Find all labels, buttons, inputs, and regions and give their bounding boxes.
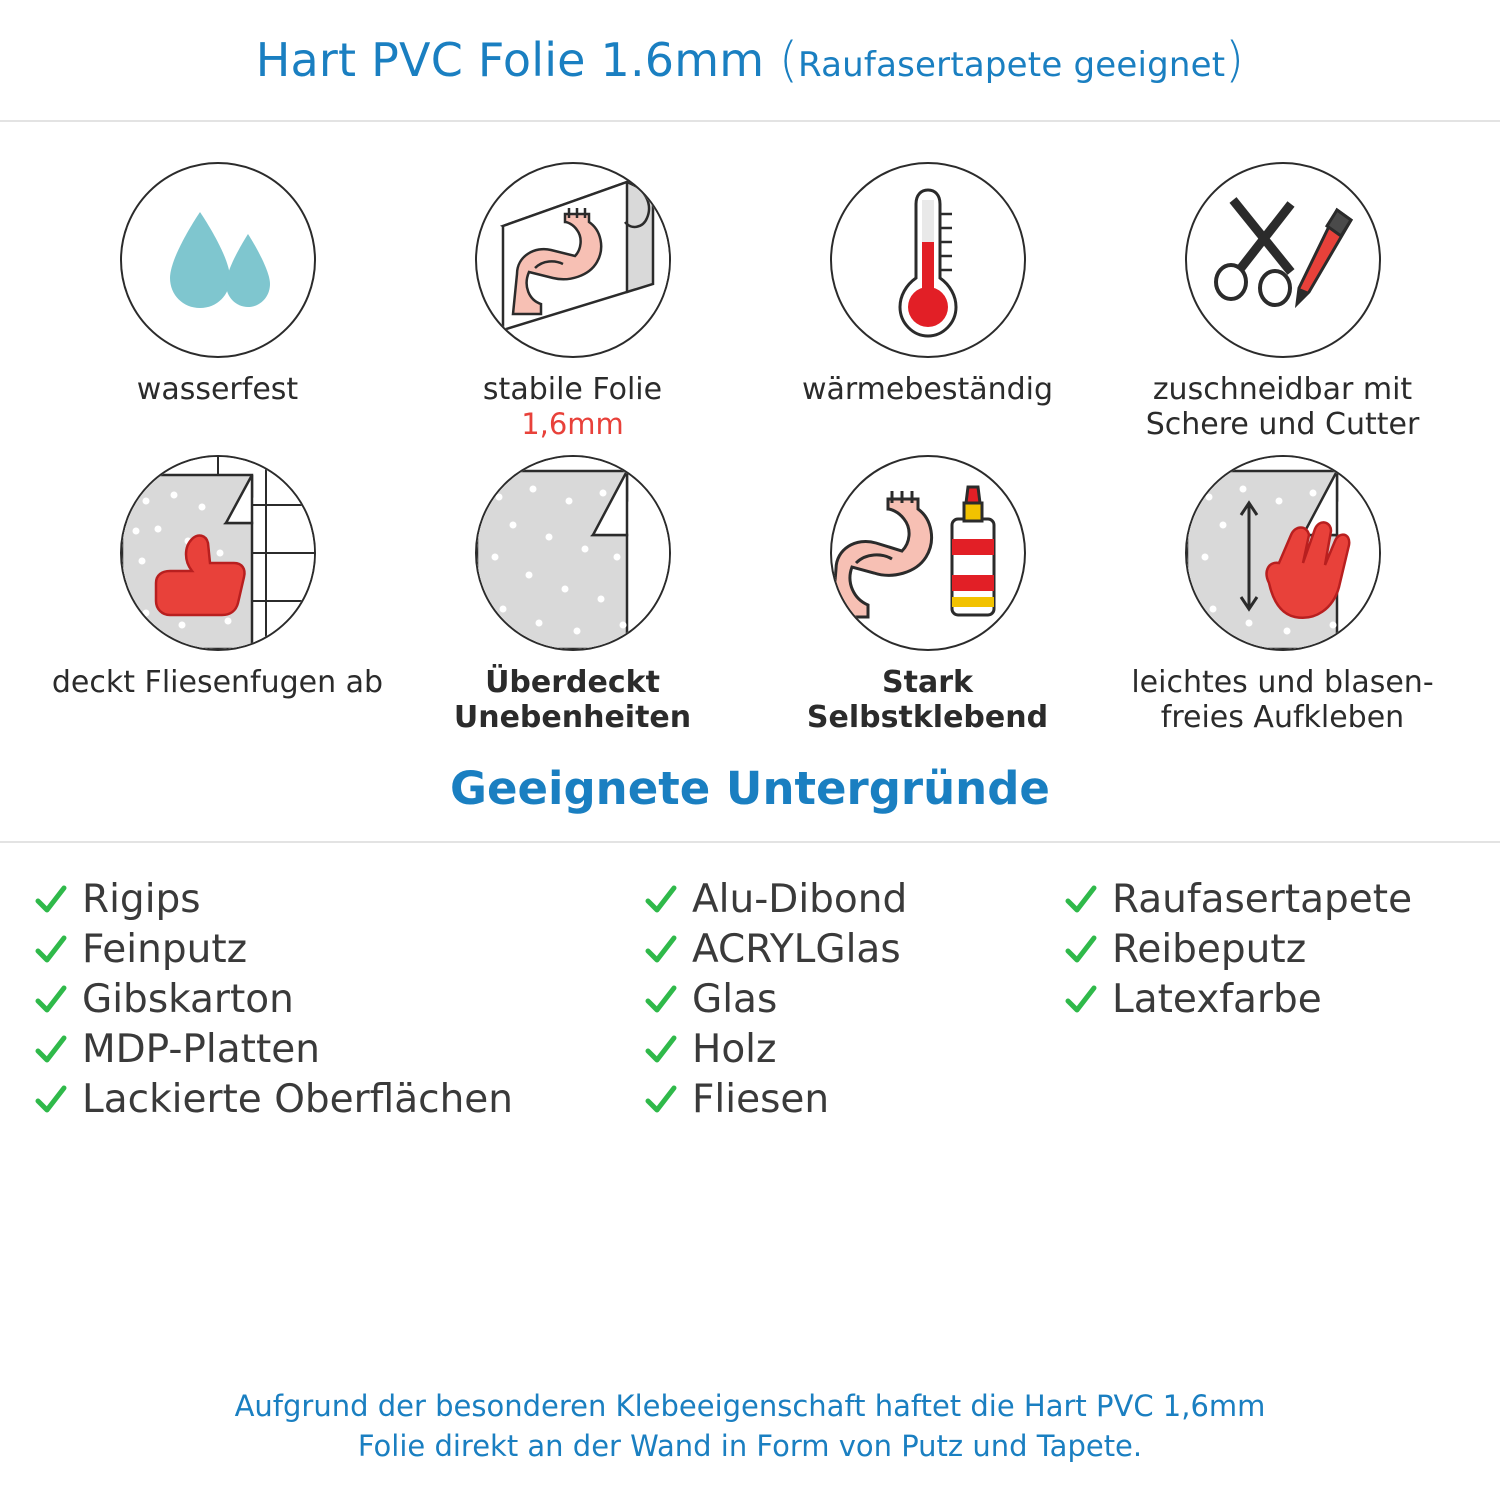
page-title-sub: Raufasertapete geeignet xyxy=(798,45,1226,85)
feature-item xyxy=(395,150,750,443)
list-item xyxy=(34,977,644,1023)
feature-item xyxy=(750,443,1105,736)
section-header xyxy=(0,762,1500,843)
feature-label: stabile Folie xyxy=(482,372,663,407)
check-icon xyxy=(1064,883,1098,917)
check-icon xyxy=(644,883,678,917)
strong-arm-film-icon xyxy=(477,164,669,356)
feature-item xyxy=(395,443,750,736)
check-icon xyxy=(34,983,68,1017)
arm-glue-icon xyxy=(832,457,1024,649)
feature-item xyxy=(750,150,1105,443)
feature-icon-circle xyxy=(475,455,671,651)
feature-icon-circle xyxy=(830,162,1026,358)
feature-label: leichtes und blasen- freies Aufkleben xyxy=(1131,664,1434,736)
list-item-label: ACRYLGlas xyxy=(692,926,901,972)
header xyxy=(0,0,1500,122)
thermometer-icon xyxy=(832,164,1024,356)
scissors-cutter-icon xyxy=(1187,164,1379,356)
feature-label: wasserfest xyxy=(136,372,299,407)
list-item-label: Reibeputz xyxy=(1112,926,1307,972)
check-icon xyxy=(1064,983,1098,1017)
list-item xyxy=(1064,877,1466,923)
list-item xyxy=(1064,977,1466,1023)
feature-icon-circle xyxy=(120,162,316,358)
list-item xyxy=(34,877,644,923)
list-item-label: Glas xyxy=(692,976,778,1022)
check-icon xyxy=(644,983,678,1017)
check-icon xyxy=(644,933,678,967)
feature-icon-circle xyxy=(830,455,1026,651)
feature-item xyxy=(1105,150,1460,443)
footer-note xyxy=(0,1386,1500,1466)
footer-note-line-1: Aufgrund der besonderen Klebeeigenschaft haftet die Hart PVC 1,6mm xyxy=(234,1388,1266,1423)
feature-icon-circle xyxy=(475,162,671,358)
list-item xyxy=(644,1077,1064,1123)
suitable-surfaces-list xyxy=(0,843,1500,1123)
list-item xyxy=(34,1077,644,1123)
list-item-label: Gibskarton xyxy=(82,976,294,1022)
feature-label: deckt Fliesenfugen ab xyxy=(51,664,384,700)
list-item-label: Raufasertapete xyxy=(1112,876,1413,922)
feature-icon-circle xyxy=(1185,455,1381,651)
check-icon xyxy=(34,933,68,967)
feature-icon-circle xyxy=(1185,162,1381,358)
footer-note-line-2: Folie direkt an der Wand in Form von Putz und Tapete. xyxy=(357,1428,1143,1463)
page-title-main: Hart PVC Folie 1.6mm xyxy=(255,33,765,87)
feature-label: Stark Selbstklebend xyxy=(806,664,1049,736)
check-icon xyxy=(34,883,68,917)
list-item-label: Latexfarbe xyxy=(1112,976,1322,1022)
feature-item xyxy=(40,443,395,736)
list-item xyxy=(1064,927,1466,973)
page-title-paren-close: ) xyxy=(1225,32,1245,88)
feature-grid xyxy=(0,122,1500,736)
hand-smoothing-icon xyxy=(1187,457,1379,649)
list-item xyxy=(34,1027,644,1073)
list-item-label: Rigips xyxy=(82,876,201,922)
page-title xyxy=(256,32,1244,88)
section-title: Geeignete Untergründe xyxy=(450,761,1050,815)
feature-label: Überdeckt Unebenheiten xyxy=(453,664,692,736)
feature-item xyxy=(40,150,395,443)
feature-item xyxy=(1105,443,1460,736)
thumb-up-tiles-icon xyxy=(122,457,314,649)
surface-list-column-3 xyxy=(1064,877,1466,1123)
list-item xyxy=(644,977,1064,1023)
feature-label: zuschneidbar mit Schere und Cutter xyxy=(1145,372,1420,443)
list-item xyxy=(644,877,1064,923)
list-item-label: MDP-Platten xyxy=(82,1026,320,1072)
list-item xyxy=(644,927,1064,973)
list-item-label: Feinputz xyxy=(82,926,248,972)
film-peel-icon xyxy=(477,457,669,649)
list-item-label: Lackierte Oberflächen xyxy=(82,1076,514,1122)
feature-icon-circle xyxy=(120,455,316,651)
check-icon xyxy=(644,1033,678,1067)
feature-label: wärmebeständig xyxy=(801,372,1054,407)
surface-list-column-1 xyxy=(34,877,644,1123)
list-item xyxy=(34,927,644,973)
list-item-label: Holz xyxy=(692,1026,777,1072)
list-item-label: Alu-Dibond xyxy=(692,876,908,922)
list-item-label: Fliesen xyxy=(692,1076,830,1122)
check-icon xyxy=(34,1083,68,1117)
list-item xyxy=(644,1027,1064,1073)
check-icon xyxy=(1064,933,1098,967)
surface-list-column-2 xyxy=(644,877,1064,1123)
page-title-paren-open: ( xyxy=(779,32,799,88)
feature-sublabel: 1,6mm xyxy=(521,407,624,442)
check-icon xyxy=(34,1033,68,1067)
water-drops-icon xyxy=(122,164,314,356)
check-icon xyxy=(644,1083,678,1117)
